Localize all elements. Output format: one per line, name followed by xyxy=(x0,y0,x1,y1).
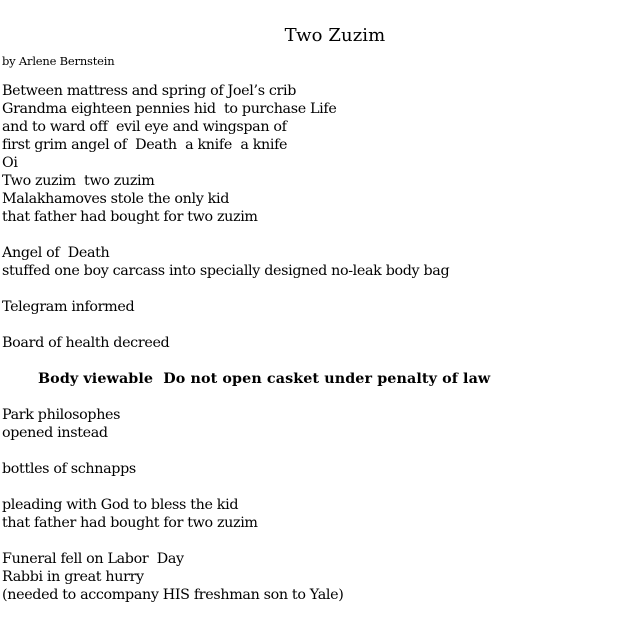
poem-line: that father had bought for two zuzim xyxy=(2,209,258,225)
poem-line: Malakhamoves stole the only kid xyxy=(2,191,230,207)
poem-line: Angel of Death xyxy=(2,245,110,261)
poem-line: Between mattress and spring of Joel’s crib xyxy=(2,83,297,99)
poem-line: Oi xyxy=(2,155,18,171)
poem-line-emphasis: Body viewable Do not open casket under penalty of law xyxy=(38,371,491,387)
stanza-break xyxy=(2,280,614,298)
poem-line: pleading with God to bless the kid xyxy=(2,497,239,513)
poem-line: Park philosophes xyxy=(2,407,121,423)
poem-line: and to ward off evil eye and wingspan of xyxy=(2,119,287,135)
poem-line: Grandma eighteen pennies hid to purchase Life xyxy=(2,101,337,117)
stanza-break xyxy=(2,442,614,460)
poem-line: Two zuzim two zuzim xyxy=(2,173,155,189)
poem-line: (needed to accompany HIS freshman son to Yale) xyxy=(2,587,344,603)
poem-line: opened instead xyxy=(2,425,108,441)
author-byline: by Arlene Bernstein xyxy=(2,54,115,68)
stanza-break xyxy=(2,388,614,406)
poem-line: that father had bought for two zuzim xyxy=(2,515,258,531)
stanza-break xyxy=(2,532,614,550)
poem-line: Telegram informed xyxy=(2,299,135,315)
document-title: Two Zuzim xyxy=(284,25,386,46)
poem-line: stuffed one boy carcass into specially designed no-leak body bag xyxy=(2,263,450,279)
poem-line: Rabbi in great hurry xyxy=(2,569,144,585)
stanza-break xyxy=(2,352,614,370)
stanza-break xyxy=(2,478,614,496)
stanza-break xyxy=(2,226,614,244)
poem-line: Board of health decreed xyxy=(2,335,170,351)
poem-line: first grim angel of Death a knife a knife xyxy=(2,137,288,153)
poem-body xyxy=(2,82,614,604)
poem-line: bottles of schnapps xyxy=(2,461,136,477)
stanza-break xyxy=(2,316,614,334)
poem-line: Funeral fell on Labor Day xyxy=(2,551,184,567)
